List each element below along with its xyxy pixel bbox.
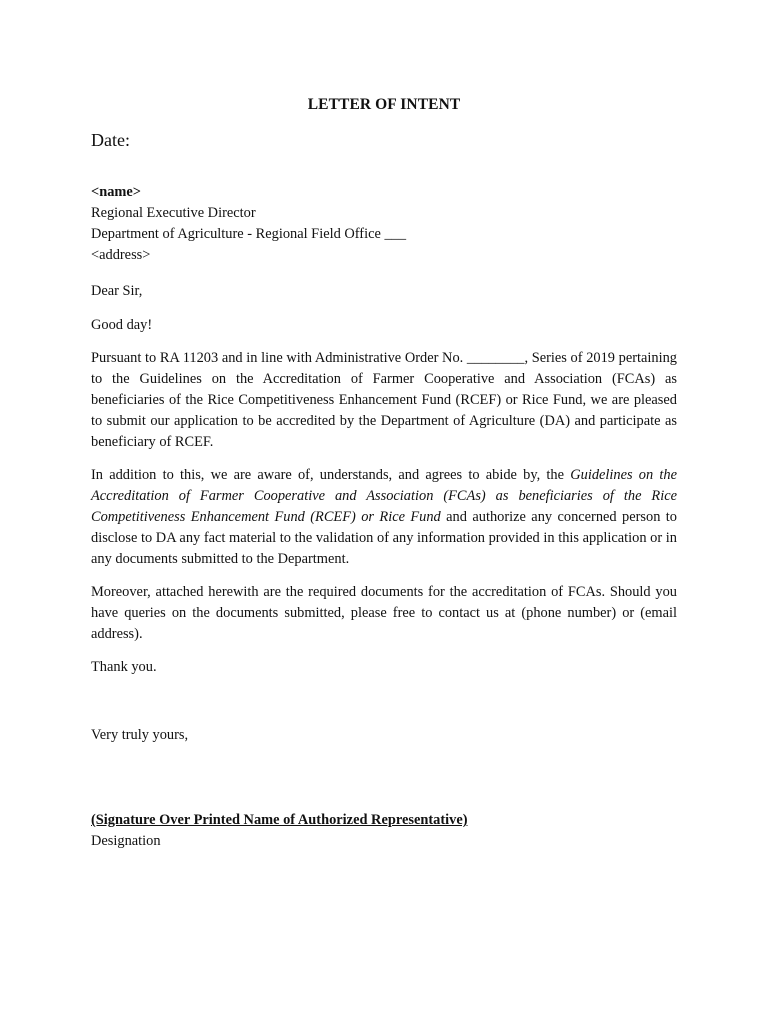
closing-line: Very truly yours, <box>91 727 189 743</box>
letter-title: LETTER OF INTENT <box>307 96 461 113</box>
paragraph-2-guidelines-title: Guidelines on the Accreditation of Farmer Cooperative and Association (FCAs) as beneficiaries of the Rice Competitiveness Enhancement Fund (RCEF) or Rice Fund <box>91 467 678 525</box>
letter-page <box>91 94 677 852</box>
recipient-address-block <box>91 182 677 266</box>
paragraph-1: Pursuant to RA 11203 and in line with Administrative Order No. ________, Series of 2019 pertaining to the Guidelines on the Accreditation of Farmer Cooperative and Association (FCAs) as beneficiaries of the Rice Competitiveness Enhancement Fund (RCEF) or Rice Fund, we are pleased to submit our application to be accredited by the Department of Agriculture (DA) and participate as beneficiary of RCEF. <box>91 350 677 450</box>
thanks-line: Thank you. <box>91 659 157 675</box>
paragraph-3: Moreover, attached herewith are the required documents for the accreditation of FCAs. Should you have queries on the documents submitted, please free to contact us at (phone number) or (email address). <box>91 584 677 642</box>
recipient-address: <address> <box>91 247 151 263</box>
recipient-name: <name> <box>91 184 141 200</box>
recipient-position: Regional Executive Director <box>91 205 256 221</box>
recipient-office: Department of Agriculture - Regional Field Office ___ <box>91 226 407 242</box>
greeting: Good day! <box>91 317 153 333</box>
designation-line: Designation <box>91 833 161 849</box>
paragraph-2-tail: and authorize any concerned person to disclose to DA any fact material to the validation of any information provided in this application or in any documents submitted to the Department. <box>91 509 677 567</box>
date-label: Date: <box>91 130 130 150</box>
signature-line: (Signature Over Printed Name of Authorized Representative) <box>91 812 468 828</box>
paragraph-2-lead: In addition to this, we are aware of, understands, and agrees to abide by, the <box>91 467 571 483</box>
salutation: Dear Sir, <box>91 283 143 299</box>
paragraph-2 <box>91 465 677 570</box>
